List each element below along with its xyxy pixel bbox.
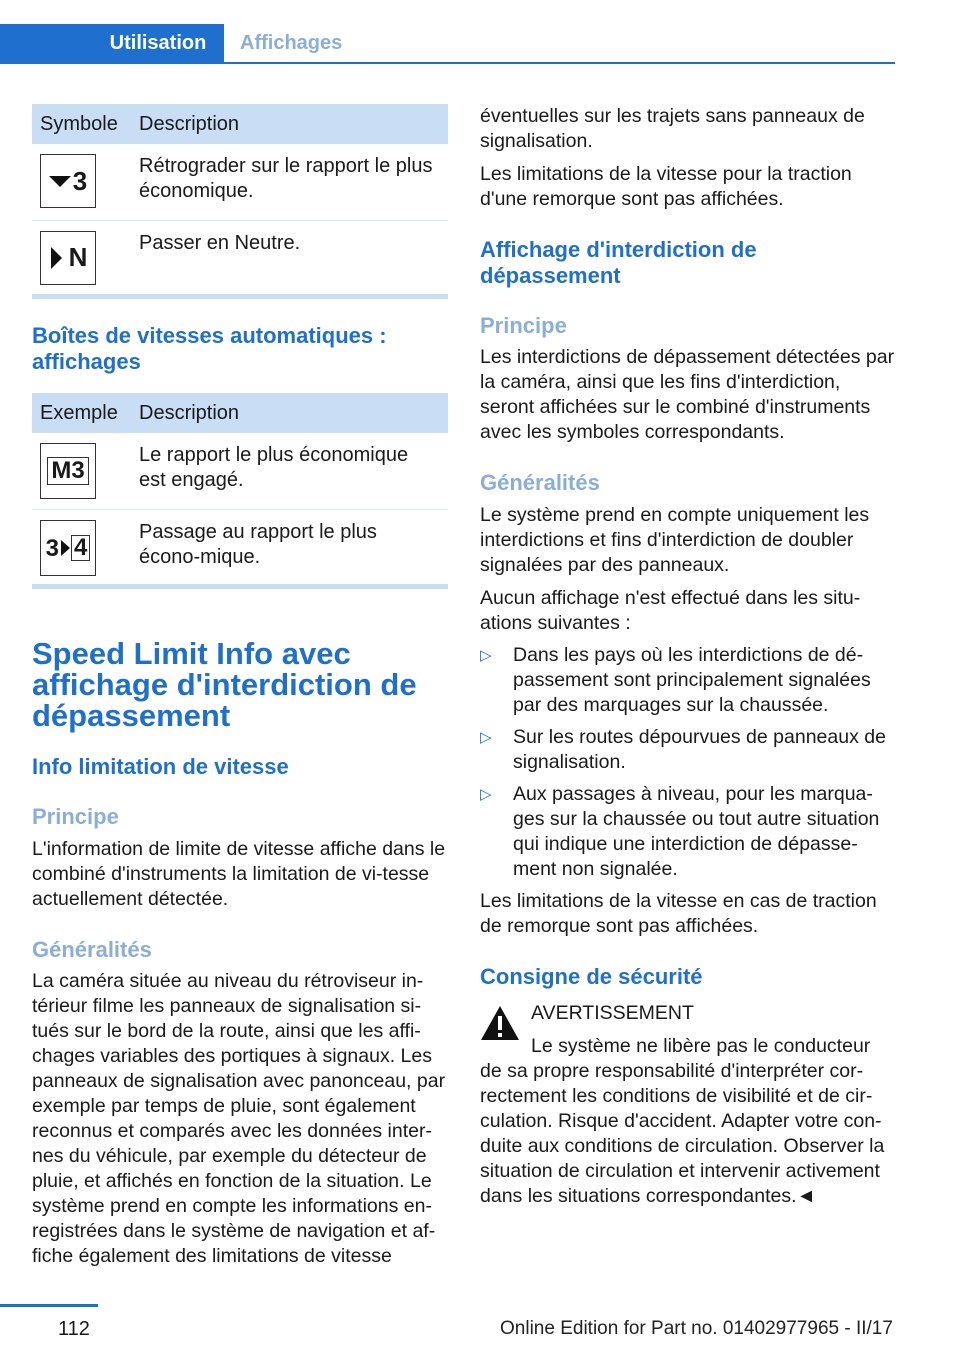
row-description: Rétrograder sur le rapport le plus économique. xyxy=(131,144,448,220)
bullet-mark: ▷ xyxy=(480,786,492,803)
table-divider xyxy=(32,584,448,589)
header-tabs xyxy=(0,24,895,64)
safety-heading: Consigne de sécurité xyxy=(480,964,703,989)
principe-heading-right: Principe xyxy=(480,313,567,338)
table-row xyxy=(32,433,448,510)
generalites-text: La caméra située au niveau du rétroviseur in-térieur filme les panneaux de signalisation si-tués sur le bord de la route, ainsi que les affi-chages variables des portiques à signaux. Les panneaux de signalisation avec panonceau, par exemple par temps de pluie, sont également reconnus et comparés avec les données inter-nes du véhicule, par exemple du détecteur de pluie, et affichés en fonction de la situation. Le système prend en compte les informations en-registrées dans le système de navigation et af-fiche également des limitations de vitesse xyxy=(32,970,446,1267)
generalites-heading-right: Généralités xyxy=(480,470,600,495)
row-description: Passage au rapport le plus écono-mique. xyxy=(139,521,377,568)
symbol-table xyxy=(32,104,448,296)
row-description: Le rapport le plus économique est engagé. xyxy=(131,433,448,510)
table-row xyxy=(32,510,448,587)
example-table xyxy=(32,393,448,586)
edition-info: Online Edition for Part no. 01402977965 - II/17 xyxy=(500,1318,893,1339)
table-header-symbole: Symbole xyxy=(32,104,131,144)
shift-3-to-4-icon: 3 4 xyxy=(40,520,96,576)
trailer-text: Les limitations de la vitesse pour la traction d'une remorque sont pas affichées. xyxy=(480,163,852,210)
trailer-text-2: Les limitations de la vitesse en cas de traction de remorque sont pas affichées. xyxy=(480,890,877,937)
main-title: Speed Limit Info avec affichage d'interdiction de dépassement xyxy=(32,636,417,733)
principe-text: L'information de limite de vitesse affiche dans le combiné d'instruments la limitation de vi-tesse actuellement détectée. xyxy=(32,838,446,910)
generalites-text-right: Le système prend en compte uniquement les interdictions et fins d'interdiction de doubler signalées par des panneaux. xyxy=(480,504,870,576)
tab-affichages[interactable]: Affichages xyxy=(240,32,343,54)
principe-heading: Principe xyxy=(32,804,119,829)
overtake-heading: Affichage d'interdiction de dépassement xyxy=(480,237,757,288)
warning-text-first: Le système ne libère pas le conducteur xyxy=(531,1035,871,1057)
continued-text: éventuelles sur les trajets sans panneaux de signalisation. xyxy=(480,105,865,152)
warning-text: de sa propre responsabilité d'interpréter cor-rectement les conditions de visibilité et de cir-culation. Risque d'accident. Adapter votre con-duite aux conditions de circulation. Observer la situation de circulation et intervenir activement dans les situations correspondantes.◄ xyxy=(480,1060,885,1207)
section-title-auto: Boîtes de vitesses automatiques : affichages xyxy=(32,323,387,374)
gear-m3-icon: M3 xyxy=(40,443,96,499)
shift-to-neutral-icon: N xyxy=(40,231,96,285)
tab-utilisation[interactable]: Utilisation xyxy=(0,24,224,62)
table-header-exemple: Exemple xyxy=(32,393,131,433)
table-row xyxy=(32,144,448,220)
warning-triangle-icon xyxy=(480,1004,520,1042)
speed-info-title: Info limitation de vitesse xyxy=(32,754,289,779)
page-number: 112 xyxy=(58,1318,90,1340)
situations-intro: Aucun affichage n'est effectué dans les situ-ations suivantes : xyxy=(480,587,861,634)
generalites-heading: Généralités xyxy=(32,937,152,962)
warning-label: AVERTISSEMENT xyxy=(531,1002,694,1024)
footer-rule xyxy=(0,1304,98,1307)
row-description: Passer en Neutre. xyxy=(139,231,301,254)
bullet-mark: ▷ xyxy=(480,729,492,746)
principe-text-right: Les interdictions de dépassement détectées par la caméra, ainsi que les fins d'interdiction, seront affichées sur le combiné d'instruments avec les symboles correspondants. xyxy=(480,346,895,443)
downshift-to-3-icon: 3 xyxy=(40,154,96,208)
table-divider xyxy=(32,294,448,299)
table-header-description: Description xyxy=(131,104,448,144)
bullet-mark: ▷ xyxy=(480,647,492,664)
table-header-description: Description xyxy=(131,393,448,433)
table-row xyxy=(32,220,448,296)
